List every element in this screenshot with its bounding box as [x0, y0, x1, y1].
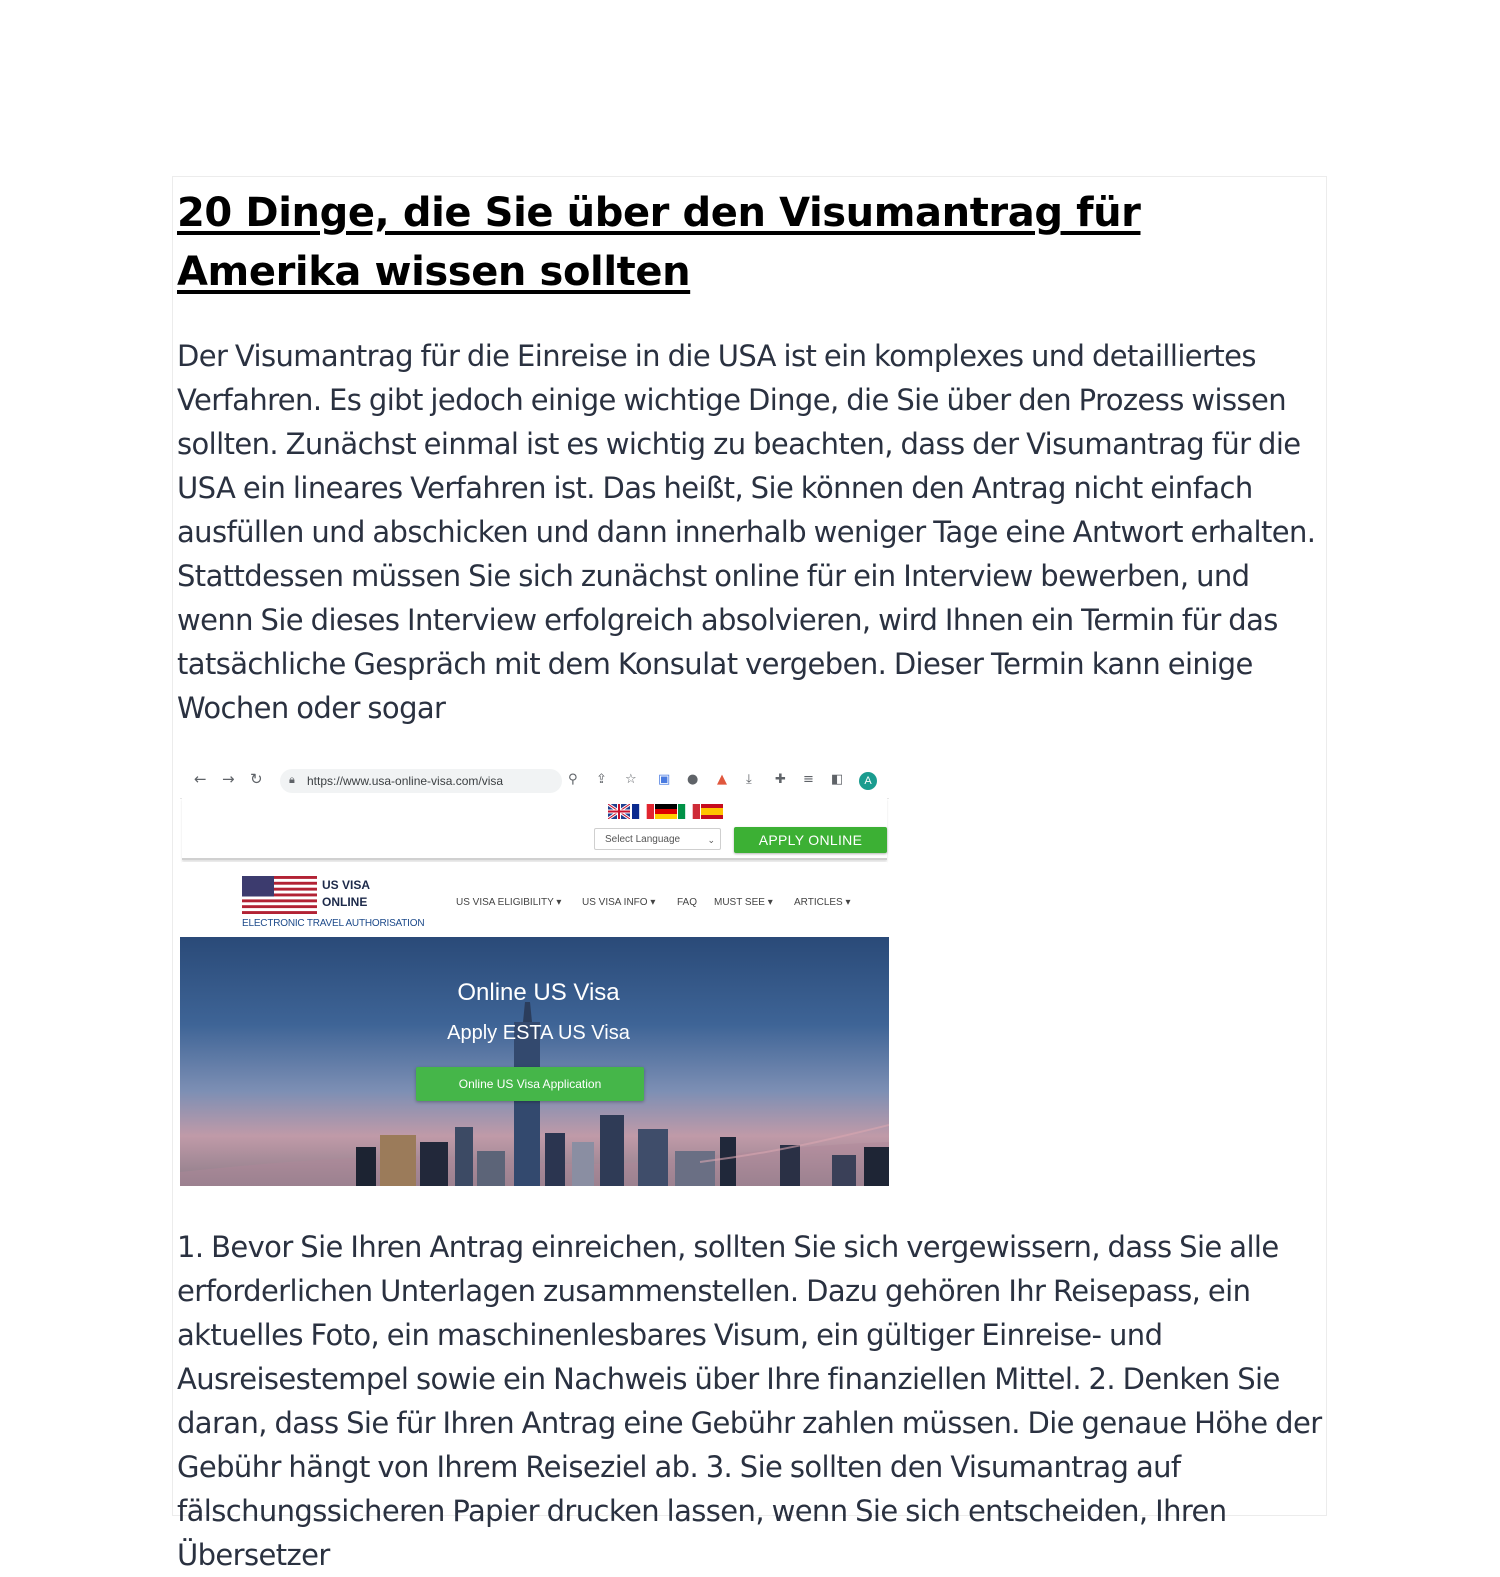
- reload-icon[interactable]: ↻: [250, 770, 263, 788]
- site-navigation: [182, 862, 887, 936]
- city-skyline-image: [180, 937, 889, 1186]
- sidebar-icon[interactable]: ◧: [831, 772, 844, 787]
- france-flag-icon[interactable]: [632, 804, 654, 819]
- extension-icon[interactable]: ▲: [717, 772, 727, 787]
- menu-us-visa-info[interactable]: US VISA INFO ▾: [582, 897, 656, 908]
- zoom-icon[interactable]: ⚲: [568, 772, 578, 787]
- browser-toolbar: [180, 764, 889, 799]
- url-text: https://www.usa-online-visa.com/visa: [307, 774, 504, 788]
- hero-title: Online US Visa: [457, 979, 620, 1006]
- back-arrow-icon[interactable]: ←: [194, 770, 207, 788]
- us-flag-logo-icon[interactable]: [242, 876, 317, 914]
- page-title: 20 Dinge, die Sie über den Visumantrag für Amerika wissen sollten: [177, 190, 1141, 295]
- hero-subtitle: Apply ESTA US Visa: [447, 1022, 630, 1044]
- embedded-website-screenshot: [180, 764, 889, 1186]
- apply-online-button[interactable]: APPLY ONLINE: [734, 827, 887, 853]
- address-bar[interactable]: [280, 769, 562, 793]
- steps-paragraph: 1. Bevor Sie Ihren Antrag einreichen, sollten Sie sich vergewissern, dass Sie alle erforderlichen Unterlagen zusammenstellen. Dazu gehören Ihr Reisepass, ein aktuelles Foto, ein maschinenlesbares Visum, ein gültiger Einreise- und Ausreisestempel sowie ein Nachweis über Ihre finanziellen Mittel. 2. Denken Sie daran, dass Sie für Ihren Antrag eine Gebühr zahlen müssen. Die genaue Höhe der Gebühr hängt von Ihrem Reiseziel ab. 3. Sie sollten den Visumantrag auf fälschungssicheren Papier drucken lassen, wenn Sie sich entscheiden, Ihren Übersetzer: [177, 1230, 1322, 1572]
- lock-icon: 🔒︎: [289, 773, 295, 786]
- menu-us-visa-eligibility[interactable]: US VISA ELIGIBILITY ▾: [456, 897, 562, 908]
- italy-flag-icon[interactable]: [678, 804, 700, 819]
- menu-must-see[interactable]: MUST SEE ▾: [714, 897, 773, 908]
- puzzle-icon[interactable]: ✚: [775, 772, 786, 787]
- language-select[interactable]: [594, 828, 721, 850]
- language-select-value: Select Language: [605, 834, 681, 845]
- share-icon[interactable]: ⇪: [596, 772, 607, 787]
- chevron-down-icon: ⌄: [707, 835, 715, 845]
- forward-arrow-icon[interactable]: →: [222, 770, 235, 788]
- uk-flag-icon[interactable]: [608, 804, 630, 819]
- translate-icon[interactable]: ▣: [658, 772, 671, 787]
- playlist-icon[interactable]: ≡: [803, 772, 814, 787]
- menu-faq[interactable]: FAQ: [677, 897, 698, 908]
- download-icon[interactable]: ⤓: [746, 772, 752, 787]
- star-icon[interactable]: ☆: [625, 772, 637, 787]
- site-top-panel: [182, 798, 887, 860]
- profile-avatar[interactable]: A: [859, 772, 877, 790]
- hero-banner: [180, 937, 889, 1186]
- logo-line-2: ONLINE: [322, 895, 368, 909]
- germany-flag-icon[interactable]: [655, 804, 677, 819]
- menu-articles[interactable]: ARTICLES ▾: [794, 897, 851, 908]
- spain-flag-icon[interactable]: [701, 804, 723, 819]
- intro-paragraph: Der Visumantrag für die Einreise in die USA ist ein komplexes und detailliertes Verfahren. Es gibt jedoch einige wichtige Dinge, die Sie über den Prozess wissen sollten. Zunächst einmal ist es wichtig zu beachten, dass der Visumantrag für die USA ein lineares Verfahren ist. Das heißt, Sie können den Antrag nicht einfach ausfüllen und abschicken und dann innerhalb weniger Tage eine Antwort erhalten. Stattdessen müssen Sie sich zunächst online für ein Interview bewerben, und wenn Sie dieses Interview erfolgreich absolvieren, wird Ihnen ein Termin für das tatsächliche Gespräch mit dem Konsulat vergeben. Dieser Termin kann einige Wochen oder sogar: [177, 339, 1316, 725]
- spy-icon[interactable]: ●: [687, 772, 699, 787]
- online-visa-application-button[interactable]: Online US Visa Application: [416, 1067, 644, 1101]
- logo-line-1: US VISA: [322, 878, 371, 892]
- logo-subtitle: ELECTRONIC TRAVEL AUTHORISATION: [242, 918, 425, 929]
